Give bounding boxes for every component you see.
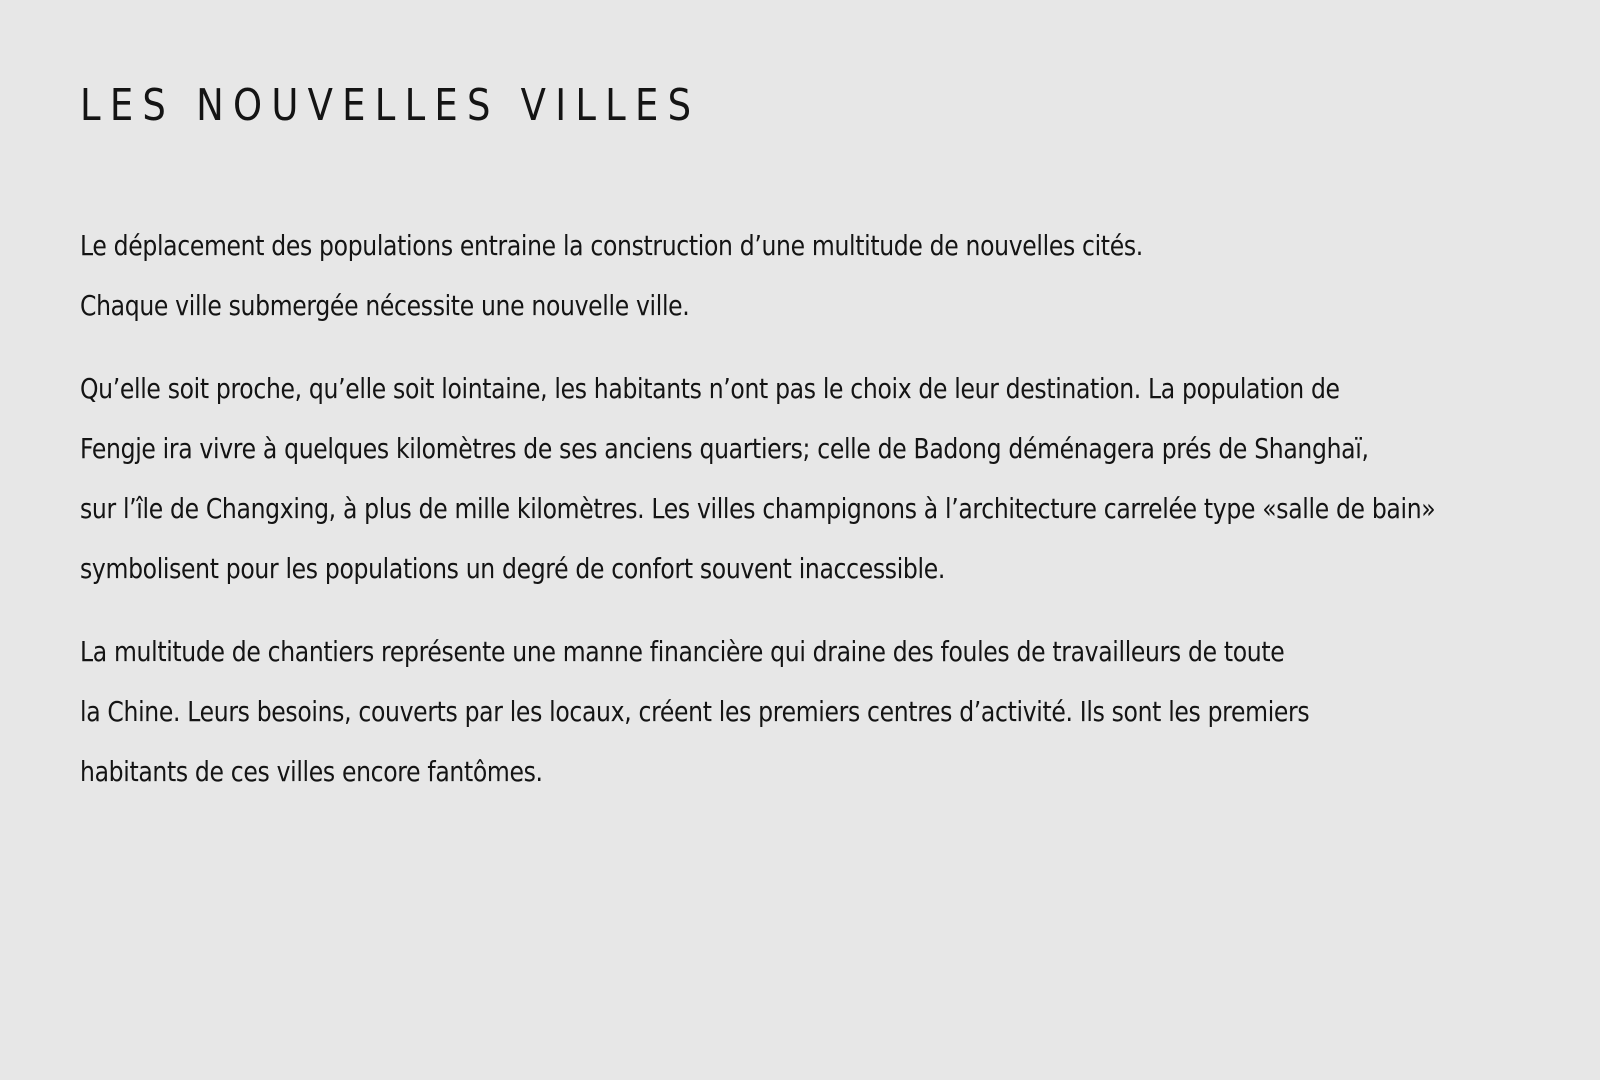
text-line: Chaque ville submergée nécessite une nouvelle ville. <box>80 289 690 322</box>
paragraph-workers <box>80 622 1540 802</box>
text-line: sur l’île de Changxing, à plus de mille kilomètres. Les villes champignons à l’architecture carrelée type «salle de bain» <box>80 492 1436 525</box>
text-line: habitants de ces villes encore fantômes. <box>80 755 543 788</box>
text-line: Qu’elle soit proche, qu’elle soit lointaine, les habitants n’ont pas le choix de leur destination. La population de <box>80 372 1340 405</box>
text-line: La multitude de chantiers représente une manne financière qui draine des foules de travailleurs de toute <box>80 635 1285 668</box>
text-line: symbolisent pour les populations un degré de confort souvent inaccessible. <box>80 552 945 585</box>
text-line: la Chine. Leurs besoins, couverts par les locaux, créent les premiers centres d’activité. Ils sont les premiers <box>80 695 1310 728</box>
paragraph-intro <box>80 216 1540 336</box>
text-line: Le déplacement des populations entraine la construction d’une multitude de nouvelles cités. <box>80 229 1143 262</box>
paragraph-destinations <box>80 359 1540 599</box>
page-title: LES NOUVELLES VILLES <box>80 80 701 131</box>
article <box>80 74 1540 825</box>
text-line: Fengje ira vivre à quelques kilomètres de ses anciens quartiers; celle de Badong déménagera prés de Shanghaï, <box>80 432 1369 465</box>
